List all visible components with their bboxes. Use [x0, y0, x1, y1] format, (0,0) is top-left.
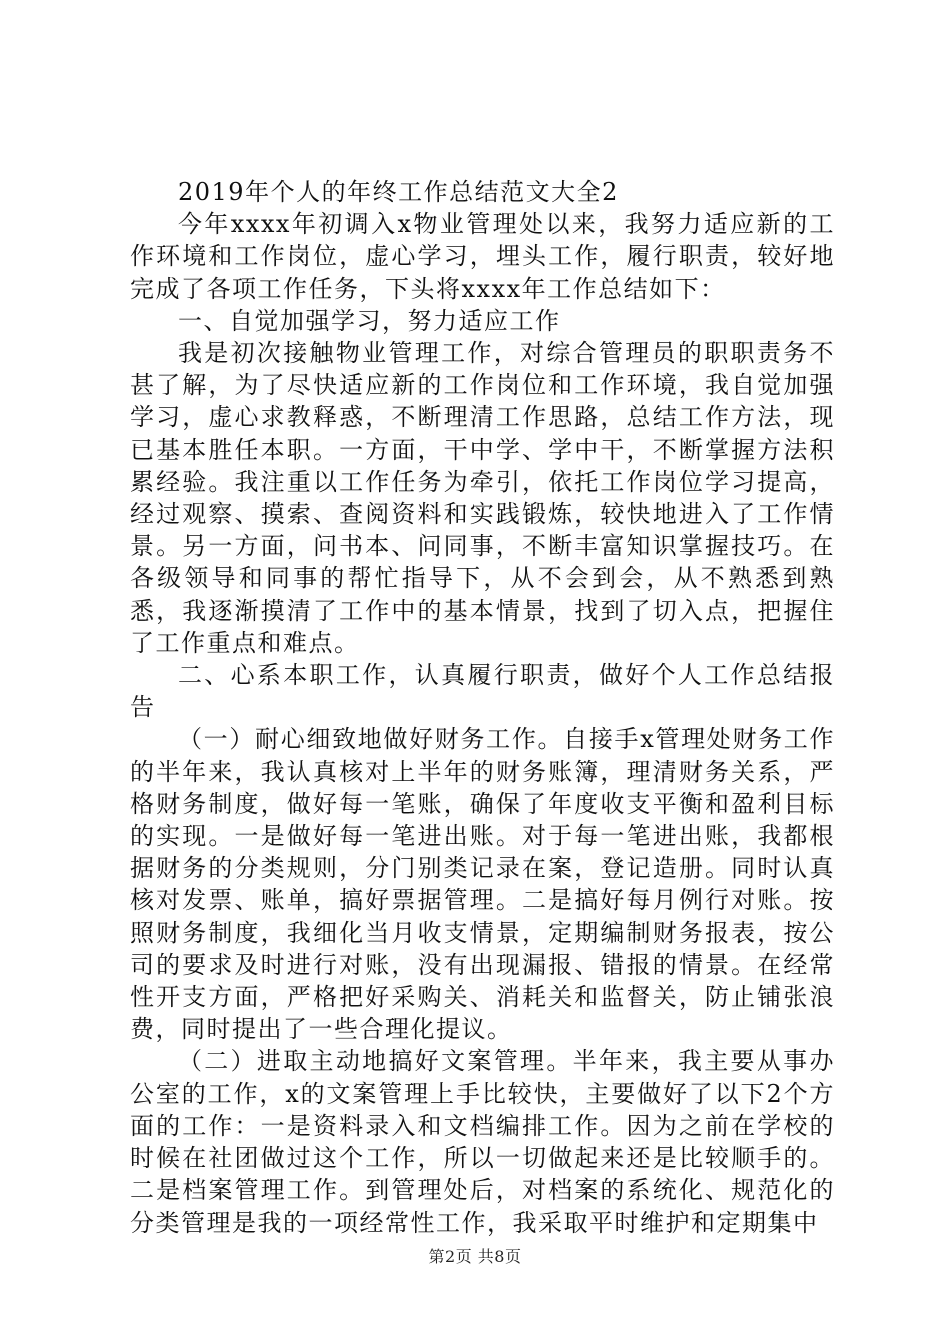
document-body [130, 176, 835, 1239]
page-number-footer: 第2页 共8页 [428, 1247, 522, 1266]
paragraph-documents: （二）进取主动地搞好文案管理。半年来，我主要从事办公室的工作，x的文案管理上手比较快，主要做好了以下2个方面的工作：一是资料录入和文档编排工作。因为之前在学校的时候在社团做过这个工作，所以一切做起来还是比较顺手的。二是档案管理工作。到管理处后，对档案的系统化、规范化的分类管理是我的一项经常性工作，我采取平时维护和定期集中 [130, 1047, 835, 1237]
paragraph-section-1: 我是初次接触物业管理工作，对综合管理员的职职责务不甚了解，为了尽快适应新的工作岗位和工作环境，我自觉加强学习，虚心求教释惑，不断理清工作思路，总结工作方法，现已基本胜任本职。一方面，干中学、学中干，不断掌握方法积累经验。我注重以工作任务为牵引，依托工作岗位学习提高，经过观察、摸索、查阅资料和实践锻炼，较快地进入了工作情景。另一方面，问书本、问同事，不断丰富知识掌握技巧。在各级领导和同事的帮忙指导下，从不会到会，从不熟悉到熟悉，我逐渐摸清了工作中的基本情景，找到了切入点，把握住了工作重点和难点。 [130, 339, 835, 657]
section-heading-1: 一、自觉加强学习，努力适应工作 [178, 306, 561, 335]
document-title: 2019年个人的年终工作总结范文大全2 [178, 178, 619, 206]
section-heading-2: 二、心系本职工作，认真履行职责，做好个人工作总结报告 [130, 661, 835, 722]
paragraph-finance: （一）耐心细致地做好财务工作。自接手x管理处财务工作的半年来，我认真核对上半年的财务账簿，理清财务关系，严格财务制度，做好每一笔账，确保了年度收支平衡和盈利目标的实现。一是做好每一笔进出账。对于每一笔进出账，我都根据财务的分类规则，分门别类记录在案，登记造册。同时认真核对发票、账单，搞好票据管理。二是搞好每月例行对账。按照财务制度，我细化当月收支情景，定期编制财务报表，按公司的要求及时进行对账，没有出现漏报、错报的情景。在经常性开支方面，严格把好采购关、消耗关和监督关，防止铺张浪费，同时提出了一些合理化提议。 [130, 725, 835, 1044]
paragraph-intro: 今年xxxx年初调入x物业管理处以来，我努力适应新的工作环境和工作岗位，虚心学习，埋头工作，履行职责，较好地完成了各项工作任务，下头将xxxx年工作总结如下： [130, 210, 835, 303]
